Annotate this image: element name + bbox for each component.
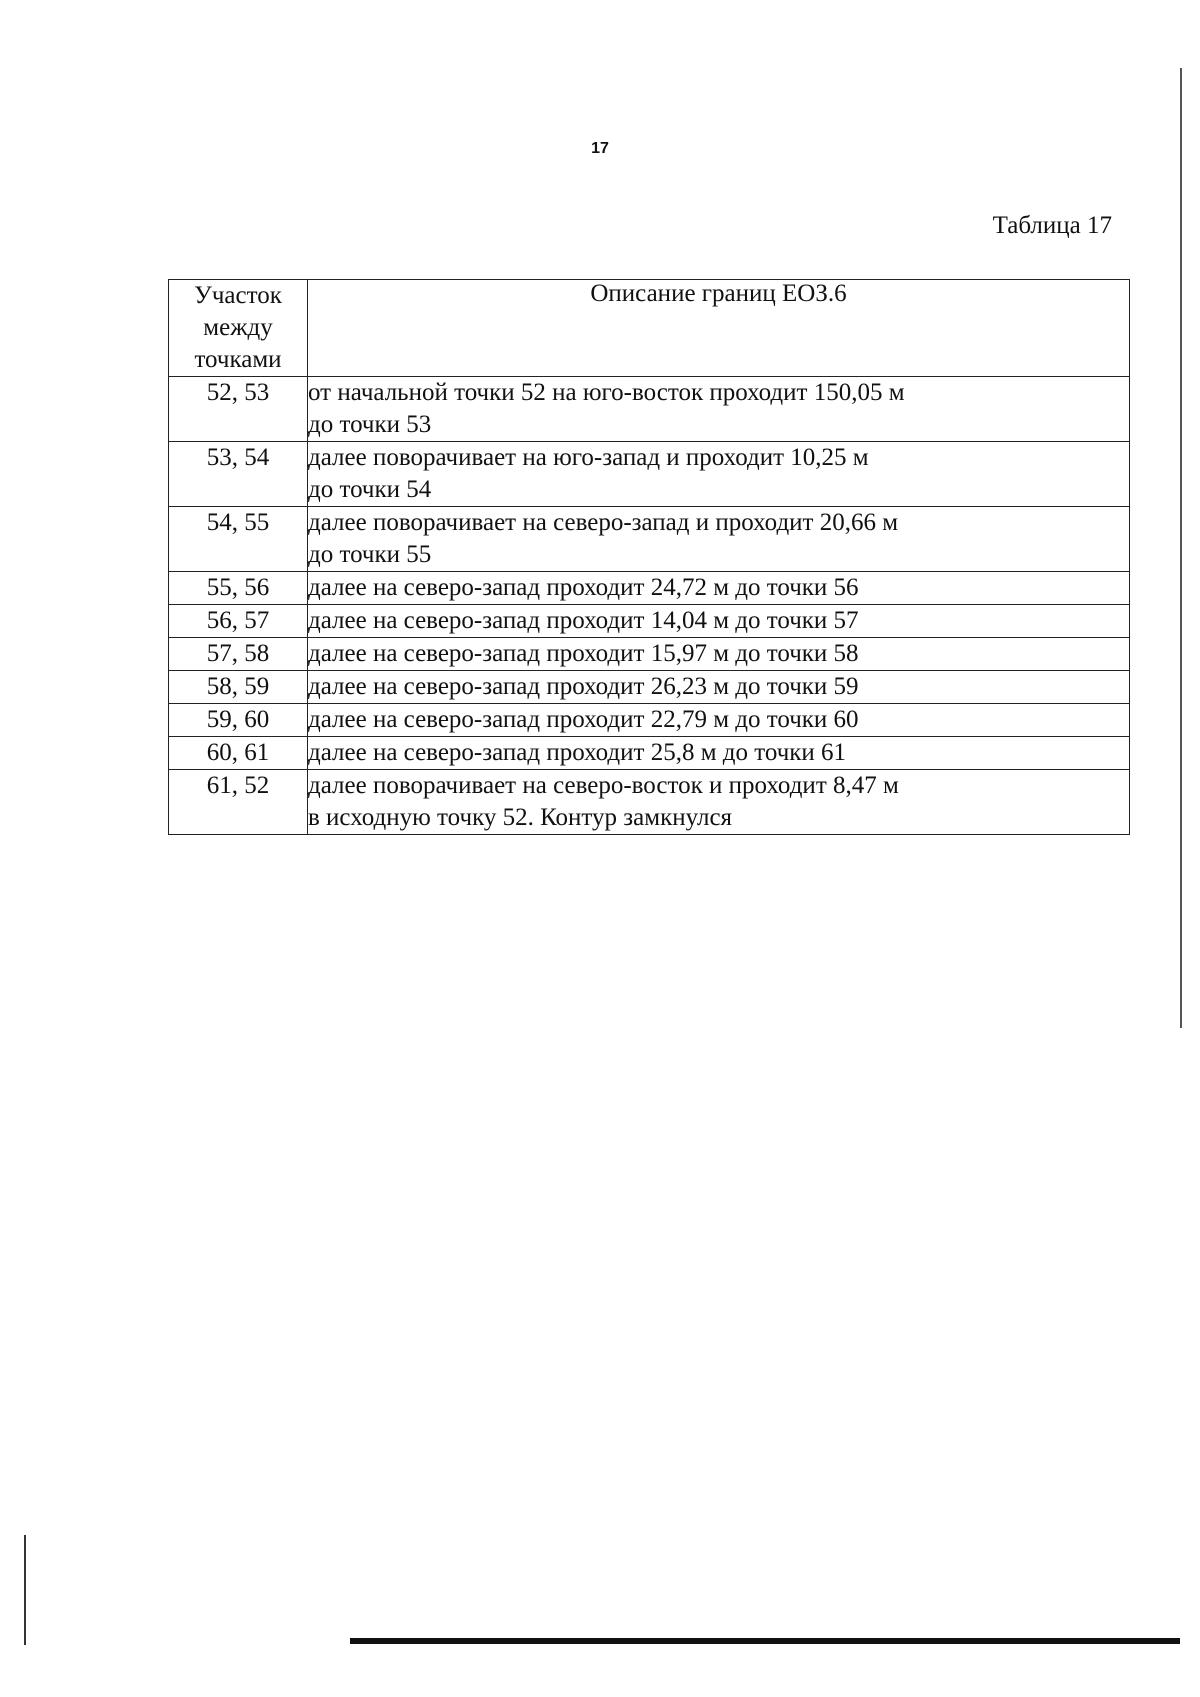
cell-section: 52, 53 <box>169 377 308 442</box>
cell-description <box>308 442 1130 507</box>
scan-edge-mark <box>1180 68 1182 1028</box>
table-body <box>169 377 1130 835</box>
description-line: до точки 55 <box>308 541 432 568</box>
header-description: Описание границ ЕОЗ.6 <box>308 280 1130 377</box>
cell-description <box>308 770 1130 835</box>
header-section-line: точками <box>194 346 282 373</box>
table-row <box>169 770 1130 835</box>
table-row <box>169 572 1130 605</box>
description-line: далее поворачивает на северо-запад и проходит 20,66 м <box>308 509 899 536</box>
table-caption: Таблица 17 <box>992 212 1112 239</box>
table-row <box>169 442 1130 507</box>
cell-section: 53, 54 <box>169 442 308 507</box>
cell-description <box>308 737 1130 770</box>
cell-section: 61, 52 <box>169 770 308 835</box>
description-line: далее на северо-запад проходит 24,72 м до точки 56 <box>308 574 859 601</box>
table-row <box>169 377 1130 442</box>
cell-section: 55, 56 <box>169 572 308 605</box>
cell-description <box>308 507 1130 572</box>
cell-section: 58, 59 <box>169 671 308 704</box>
header-section-line: Участок <box>194 282 282 309</box>
description-line: далее на северо-запад проходит 15,97 м до точки 58 <box>308 640 859 667</box>
table-header-row <box>169 280 1130 377</box>
table-row <box>169 638 1130 671</box>
description-line: до точки 54 <box>308 476 432 503</box>
boundary-table <box>168 279 1130 835</box>
header-section <box>169 280 308 377</box>
cell-description <box>308 572 1130 605</box>
description-line: далее поворачивает на юго-запад и проходит 10,25 м <box>308 444 869 471</box>
table-row <box>169 605 1130 638</box>
cell-section: 56, 57 <box>169 605 308 638</box>
cell-description <box>308 671 1130 704</box>
cell-description <box>308 377 1130 442</box>
cell-description <box>308 704 1130 737</box>
cell-section: 59, 60 <box>169 704 308 737</box>
bottom-rule <box>350 1638 1180 1644</box>
description-line: до точки 53 <box>308 411 432 438</box>
table-row <box>169 671 1130 704</box>
cell-section: 60, 61 <box>169 737 308 770</box>
scan-edge-mark <box>24 1535 26 1645</box>
description-line: далее поворачивает на северо-восток и проходит 8,47 м <box>308 772 899 799</box>
header-section-line: между <box>203 314 273 341</box>
description-line: от начальной точки 52 на юго-восток проходит 150,05 м <box>308 379 905 406</box>
description-line: далее на северо-запад проходит 22,79 м до точки 60 <box>308 706 859 733</box>
description-line: далее на северо-запад проходит 25,8 м до точки 61 <box>308 739 847 766</box>
cell-description <box>308 638 1130 671</box>
cell-section: 54, 55 <box>169 507 308 572</box>
description-line: в исходную точку 52. Контур замкнулся <box>308 804 733 831</box>
table-row <box>169 507 1130 572</box>
page-number: 17 <box>591 140 609 157</box>
table-row <box>169 737 1130 770</box>
cell-description <box>308 605 1130 638</box>
description-line: далее на северо-запад проходит 14,04 м до точки 57 <box>308 607 859 634</box>
description-line: далее на северо-запад проходит 26,23 м до точки 59 <box>308 673 859 700</box>
table-row <box>169 704 1130 737</box>
cell-section: 57, 58 <box>169 638 308 671</box>
